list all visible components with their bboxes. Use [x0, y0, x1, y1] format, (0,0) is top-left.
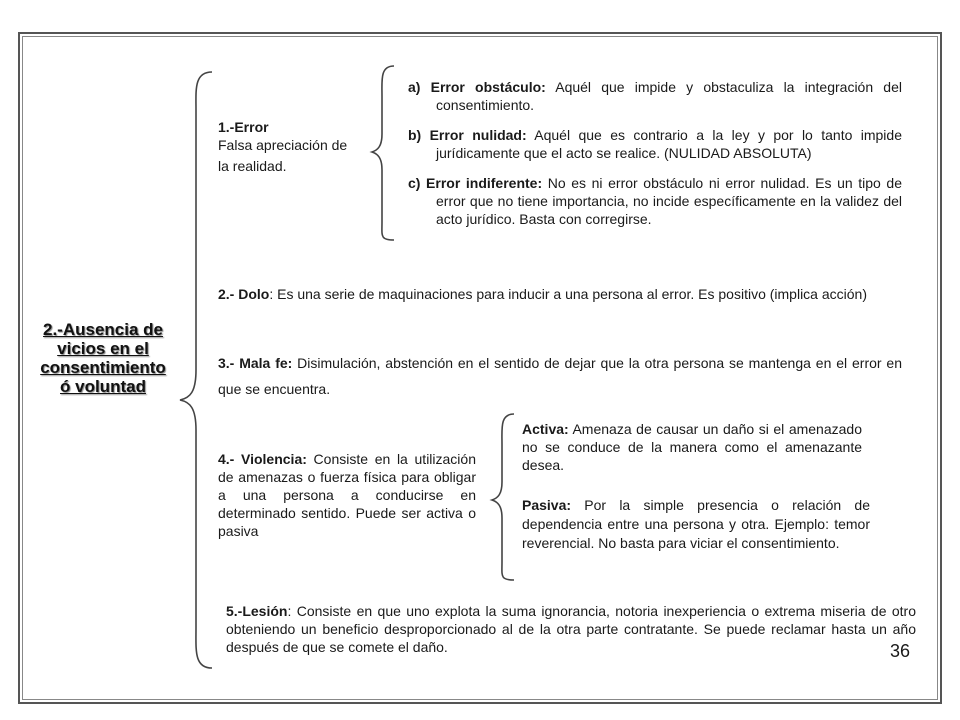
- dolo-label: 2.- Dolo: [218, 286, 270, 302]
- main-title: [28, 320, 178, 396]
- violencia-activa-block: [522, 420, 862, 474]
- error-brace: [372, 66, 394, 240]
- title-line: vicios en el: [57, 339, 149, 358]
- error-type-item: [408, 126, 902, 162]
- error-type-label: c) Error indiferente:: [408, 175, 543, 191]
- error-type-label: a) Error obstáculo:: [408, 79, 546, 95]
- error-description-line: la realidad.: [218, 158, 287, 174]
- violencia-brace: [492, 414, 514, 580]
- error-type-text: No es ni error obstáculo ni error nulidad. Es un tipo de error que no tiene importancia, no incide específicamente en la validez del acto jurídico. Basta con corregirse.: [436, 175, 902, 227]
- pasiva-label: Pasiva:: [522, 497, 572, 513]
- violencia-text: Consiste en la utilización de amenazas o fuerza física para obligar a una persona a conducirse en determinado sentido. Puede ser activa o pasiva: [218, 451, 476, 539]
- dolo-text: : Es una serie de maquinaciones para inducir a una persona al error. Es positivo (implica acción): [269, 286, 867, 302]
- lesion-label: 5.-Lesión: [226, 603, 288, 619]
- pasiva-text: Por la simple presencia o relación de dependencia entre una persona y otra. Ejemplo: temor reverencial. No basta para viciar el consentimiento.: [522, 497, 870, 551]
- error-type-item: [408, 78, 902, 114]
- error-type-label: b) Error nulidad:: [408, 127, 527, 143]
- mala-fe-label: 3.- Mala fe:: [218, 355, 293, 371]
- activa-text: Amenaza de causar un daño si el amenazado no se conduce de la manera como el amenazante desea.: [522, 421, 862, 473]
- lesion-block: [226, 602, 916, 656]
- violencia-block: [218, 450, 476, 540]
- title-line: ó voluntad: [60, 377, 146, 396]
- error-heading: 1.-Error: [218, 119, 269, 135]
- main-brace: [180, 72, 212, 668]
- mala-fe-text: Disimulación, abstención en el sentido de dejar que la otra persona se mantenga en el error en que se encuentra.: [218, 355, 902, 397]
- error-label-block: [218, 118, 370, 175]
- violencia-pasiva-block: [522, 496, 870, 553]
- error-types-list: [408, 78, 902, 240]
- dolo-block: [218, 285, 902, 303]
- title-line: 2.-Ausencia de: [43, 320, 163, 339]
- violencia-label: 4.- Violencia:: [218, 451, 307, 467]
- mala-fe-block: [218, 350, 902, 402]
- error-type-item: [408, 174, 902, 228]
- lesion-text: : Consiste en que uno explota la suma ignorancia, notoria inexperiencia o extrema miseria de otro obteniendo un beneficio desproporcionado al de la otra parte contratante. Se puede reclamar hasta un año después de que se comete el daño.: [226, 603, 916, 655]
- error-type-text: Aquél que impide y obstaculiza la integración del consentimiento.: [436, 79, 902, 113]
- error-description-line: Falsa apreciación de: [218, 137, 348, 153]
- title-line: consentimiento: [40, 358, 166, 377]
- error-type-text: Aquél que es contrario a la ley y por lo tanto impide jurídicamente que el acto se realice. (NULIDAD ABSOLUTA): [436, 127, 902, 161]
- page-number: 36: [890, 641, 911, 661]
- activa-label: Activa:: [522, 421, 569, 437]
